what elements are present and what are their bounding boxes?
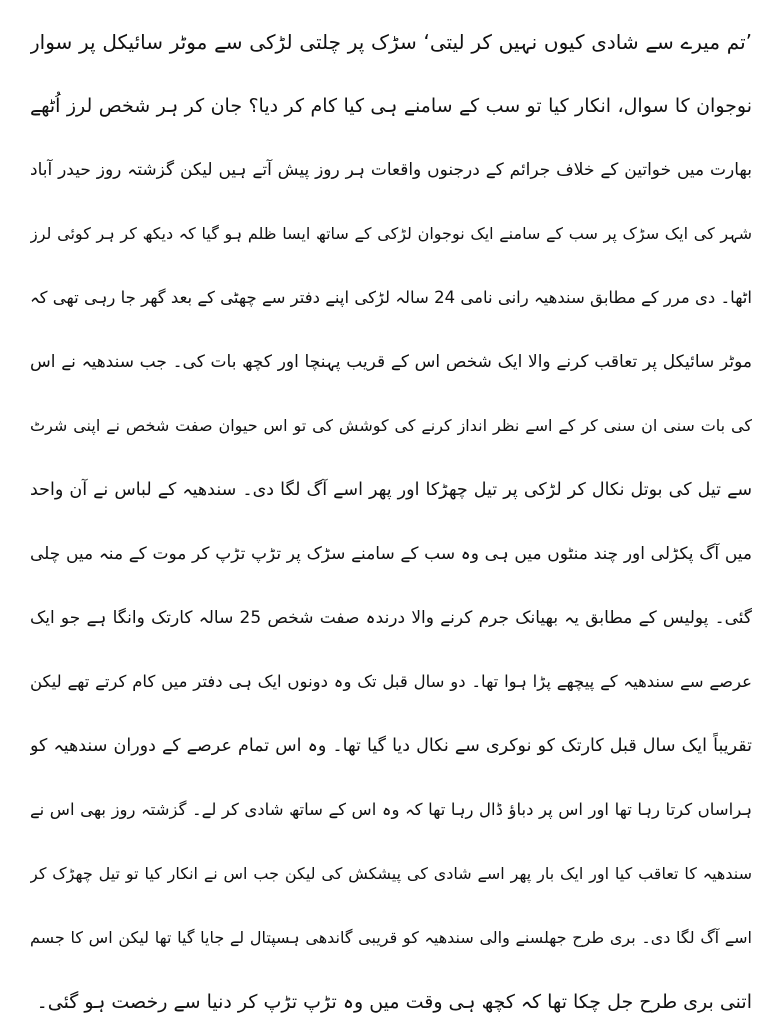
body-line: شہر کی ایک سڑک پر سب کے سامنے ایک نوجوان لڑکی کے ساتھ ایسا ظلم ہو گیا کہ دیکھ کر ہر کوئی لرز <box>30 224 752 243</box>
body-line: گئی۔ پولیس کے مطابق یہ بھیانک جرم کرنے والا درندہ صفت شخص 25 سالہ کارتک وانگا ہے جو ایک <box>30 608 752 628</box>
body-line: سے تیل کی بوتل نکال کر لڑکی پر تیل چھڑکا اور پھر اسے آگ لگا دی۔ سندھیہ کے لباس نے آن واحد <box>30 480 752 500</box>
body-line: موٹر سائیکل پر تعاقب کرنے والا ایک شخص اس کے قریب پہنچا اور کچھ بات کی۔ جب سندھیہ نے اس <box>30 352 752 372</box>
body-line: بھارت میں خواتین کے خلاف جرائم کے درجنوں واقعات ہر روز پیش آتے ہیں لیکن گزشتہ روز حیدر آباد <box>30 160 752 180</box>
body-line: سندھیہ کا تعاقب کیا اور ایک بار پھر اسے شادی کی پیشکش کی لیکن جب اس نے انکار کیا تو تیل چھڑک کر <box>30 864 752 883</box>
headline-line: نوجوان کا سوال، انکار کیا تو سب کے سامنے ہی کیا کام کر دیا؟ جان کر ہر شخص لرز اُٹھے <box>30 95 752 117</box>
body-line: عرصے سے سندھیہ کے پیچھے پڑا ہوا تھا۔ دو سال قبل تک وہ دونوں ایک ہی دفتر میں کام کرتے تھے لیکن <box>30 672 752 691</box>
body-line: میں آگ پکڑلی اور چند منٹوں میں ہی وہ سب کے سامنے سڑک پر تڑپ تڑپ کر موت کے منہ میں چلی <box>30 544 752 564</box>
body-line: اسے آگ لگا دی۔ بری طرح جھلسنے والی سندھیہ کو قریبی گاندھی ہسپتال لے جایا گیا تھا لیکن اس کا جسم <box>30 928 752 947</box>
article <box>30 10 752 1034</box>
body-line: کی بات سنی ان سنی کر کے اسے نظر انداز کرنے کی کوشش کی تو اس حیوان صفت شخص نے اپنی شرٹ <box>30 416 752 435</box>
body-line: اتنی بری طرح جل چکا تھا کہ کچھ ہی وقت میں وہ تڑپ تڑپ کر دنیا سے رخصت ہو گئی۔ <box>36 991 752 1013</box>
body-line: ہراساں کرتا رہا تھا اور اس پر دباؤ ڈال رہا تھا کہ وہ اس کے ساتھ شادی کر لے۔ گزشتہ روز بھی اس نے <box>30 800 752 819</box>
headline-line: ’تم میرے سے شادی کیوں نہیں کر لیتی‘ سڑک پر چلتی لڑکی سے موٹر سائیکل پر سوار <box>30 30 752 54</box>
body-line: تقریباً ایک سال قبل کارتک کو نوکری سے نکال دیا گیا تھا۔ وہ اس تمام عرصے کے دوران سندھیہ کو <box>30 736 752 756</box>
body-line: اٹھا۔ دی مرر کے مطابق سندھیہ رانی نامی 24 سالہ لڑکی اپنے دفتر سے چھٹی کے بعد گھر جا رہی تھی کہ <box>30 288 752 307</box>
